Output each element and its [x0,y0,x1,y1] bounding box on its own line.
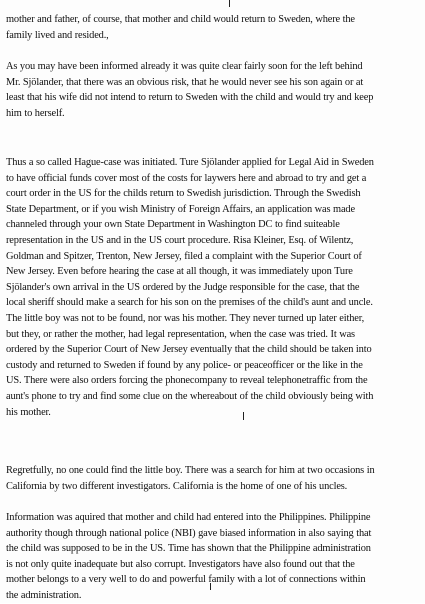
text-line: Thus a so called Hague-case was initiated. Ture Sjölander applied for Legal Aid in Sweden [6,157,374,168]
text-line: Goldman and Spitzer, Trenton, New Jersey, filed a complaint with the Superior Court of [6,250,362,262]
text-line: US. There were also orders forcing the phonecompany to reveal telephonetraffic from the [6,375,368,387]
text-line: Sjölander's own arrival in the US ordered by the Judge responsible for the case, that the [6,281,360,293]
text-line: ordered by the Superior Court of New Jersey eventually that the child should be taken into [6,344,372,356]
text-line: Information was aquired that mother and child had entered into the Philippines. Philippine [6,512,371,523]
text-line: him to herself. [6,107,65,119]
text-line: is not only quite inadequate but also corrupt. Investigators have also found out that the [6,558,355,570]
text-line: representation in the US and in the US court procedure. Risa Kleiner, Esq. of Wilentz, [6,234,354,246]
text-line: family lived and resided., [6,29,109,41]
text-line: State Department, or if you wish Ministry of Foreign Affairs, an application was made [6,203,355,215]
text-line: New Jersey. Even before hearing the case at all though, it was immediately upon Ture [6,266,353,278]
text-line: mother and father, of course, that mother and child would return to Sweden, where the [6,14,355,25]
scan-mark [229,0,230,7]
text-line: channeled through your own State Department in Washington DC to find suiteable [6,219,340,231]
text-line: to have official funds cover most of the costs for laywers here and abroad to try and get a [6,172,367,184]
text-line: court order in the US for the childs return to Swedish jurisdiction. Through the Swedish [6,188,361,200]
text-line: As you may have been informed already it was quite clear fairly soon for the left behind [6,61,363,72]
text-line: but they, or rather the mother, had legal representation, when the case was tried. It was [6,328,355,340]
text-line: Regretfully, no one could find the little boy. There was a search for him at two occasions in [6,465,375,476]
text-line: mother belongs to a very well to do and powerful family with a lot of connections within [6,574,366,586]
text-line: the child was supposed to be in the US. Time has shown that the Philippine administration [6,543,371,555]
text-line: aunt's phone to try and find some clue on the whereabout of the child obviously being with [6,390,374,402]
paragraph-2 [6,59,420,121]
text-line: local sheriff should make a search for his son on the premises of the child's aunt and uncle. [6,297,373,309]
text-line: least that his wife did not intend to return to Sweden with the child and would try and keep [6,92,374,104]
text-line: the administration. [6,589,82,601]
text-line: his mother. [6,406,51,418]
text-line: custody and returned to Sweden if found by any police- or peaceofficer or the like in the [6,359,363,371]
paragraph-5 [6,510,420,604]
text-line: California by two different investigators. California is the home of one of his uncles. [6,480,348,492]
paragraph-4 [6,463,420,494]
paragraph-1 [6,12,420,43]
text-line: authority though through national police (NBI) gave biased information in also saying that [6,527,372,539]
paragraph-3 [6,155,420,420]
text-line: Mr. Sjölander, that there was an obvious risk, that he would never see his son again or at [6,76,364,88]
text-line: The little boy was not to be found, nor was his mother. They never turned up later either, [6,312,365,324]
